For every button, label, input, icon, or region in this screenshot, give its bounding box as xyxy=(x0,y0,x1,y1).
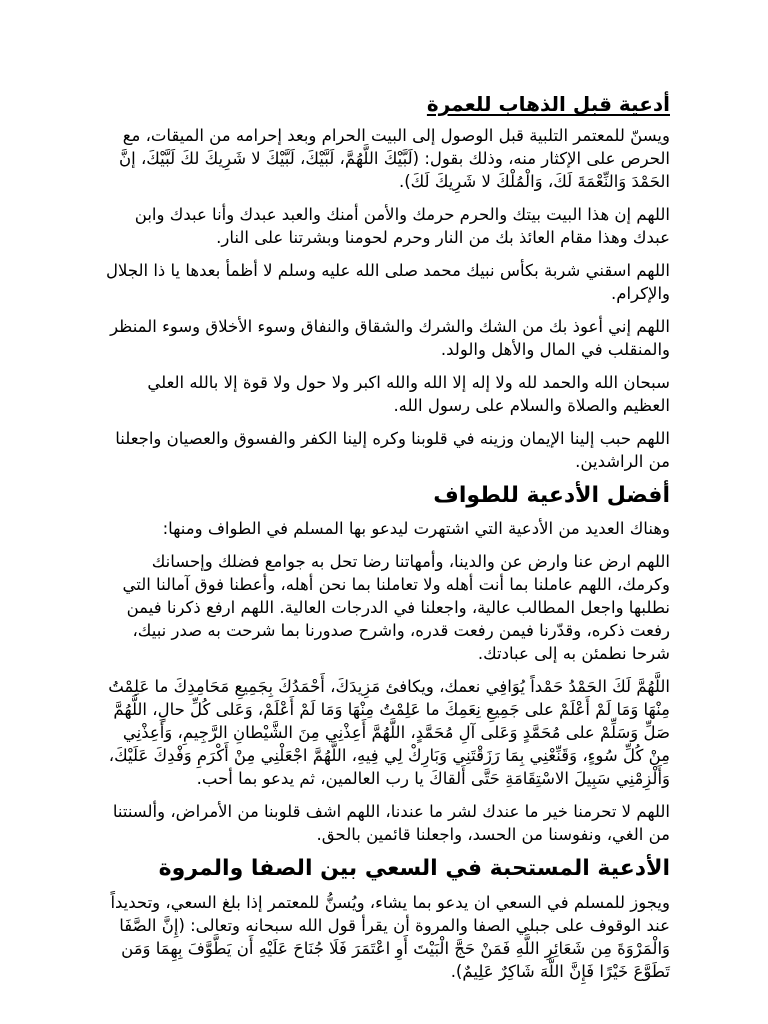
section-sai xyxy=(98,856,670,982)
section-heading: أفضل الأدعية للطواف xyxy=(433,483,670,508)
paragraph: سبحان الله والحمد لله ولا إله إلا الله والله اكبر ولا حول ولا قوة إلا بالله العلي العظيم والصلاة والسلام على رسول الله. xyxy=(147,373,670,415)
paragraph: وهناك العديد من الأدعية التي اشتهرت ليدعو بها المسلم في الطواف ومنها: xyxy=(162,519,670,539)
paragraph: ويجوز للمسلم في السعي ان يدعو بما يشاء، ويُسنُّ للمعتمر إذا بلغ السعي، وتحديداً عند الوقوف على جبلي الصفا والمروة أن يقرأ قول الله سبحانه وتعالى: (إِنَّ الصَّفَا وَالْمَرْوَةَ مِن شَعَائِرِ اللَّهِ فَمَنْ حَجَّ الْبَيْتَ أَوِ اعْتَمَرَ فَلَا جُنَاحَ عَلَيْهِ أَن يَطَّوَّفَ بِهِمَا وَمَن تَطَوَّعَ خَيْرًا فَإِنَّ اللَّهَ شَاكِرٌ عَلِيمٌ). xyxy=(110,892,670,981)
paragraph: اللهم ارض عنا وارض عن والدينا، وأمهاتنا رضا تحل به جوامع فضلك وإحسانك وكرمك، اللهم عاملنا بما أنت أهله ولا تعاملنا بما نحن أهله، وأعطنا فوق آمالنا التي نطلبها واجعل المطالب عالية، واجعلنا في الدرجات العالية. اللهم ارفع ذكرنا فيمن رفعت ذكره، وقدّرنا فيمن رفعت قدره، واشرح صدورنا بما شرحت به صدر نبيك، شرحا نطمئن به إلى عبادتك. xyxy=(122,552,670,664)
section-tawaf xyxy=(98,483,670,846)
paragraph: اللهم اسقني شربة بكأس نبيك محمد صلى الله عليه وسلم لا أظمأ بعدها يا ذا الجلال والإكرام. xyxy=(105,261,670,303)
paragraph: اللهم إن هذا البيت بيتك والحرم حرمك والأمن أمنك والعبد عبدك وأنا عبدك وابن عبدك وهذا مقام العائذ بك من النار وحرم لحومنا وبشرتنا على النار. xyxy=(134,205,670,247)
section-before-umrah xyxy=(98,92,670,473)
paragraph: ويسنّ للمعتمر التلبية قبل الوصول إلى البيت الحرام وبعد إحرامه من الميقات، مع الحرص على الإكثار منه، وذلك بقول: (لَبَّيْكَ اللَّهُمَّ، لَبَّيْكَ، لَبَّيْكَ لا شَرِيكَ لكَ لَبَّيْكَ، إنَّ الحَمْدَ وَالنِّعْمَةَ لَكَ، وَالْمُلْكَ لا شَرِيكَ لَكَ). xyxy=(119,126,670,191)
section-heading: أدعية قبل الذهاب للعمرة xyxy=(426,92,670,116)
section-heading: الأدعية المستحبة في السعي بين الصفا والمروة xyxy=(158,856,670,882)
paragraph: اللهم لا تحرمنا خير ما عندك لشر ما عندنا، اللهم اشف قلوبنا من الأمراض، وألسنتنا من الغي، ونفوسنا من الحسد، واجعلنا قائمين بالحق. xyxy=(112,802,670,845)
paragraph: اللهم إني أعوذ بك من الشك والشرك والشقاق والنفاق وسوء الأخلاق وسوء المنظر والمنقلب في المال والأهل والولد. xyxy=(110,317,670,359)
paragraph: اللَّهُمَّ لَكَ الحَمْدُ حَمْداً يُوَافِي نعمك، ويكافئ مَزِيدَكَ، أَحْمَدُكَ بِجَمِيعِ مَحَامِدِكَ ما عَلِمْتُ مِنْهَا وَمَا لَمْ أَعْلَمْ على جَمِيعِ نِعَمِكَ ما عَلِمْتُ مِنْهَا وَمَا لَمْ أَعْلَمْ، وَعَلى كُلِّ حالٍ، اللَّهُمَّ صَلِّ وَسَلِّمْ على مُحَمَّدٍ وَعَلى آلِ مُحَمَّدٍ، اللَّهُمَّ أَعِذْنِي مِنَ الشَّيْطانِ الرَّجِيمِ، وَأَعِذْنِي مِنْ كُلِّ سُوءٍ، وَقَنِّعْنِي بِمَا رَزَقْتَنِي وَبَارِكْ لِي فِيهِ، اللَّهُمَّ اجْعَلْنِي مِنْ أَكْرَمِ وَفْدِكَ عَلَيْكَ، وَأَلْزِمْنِي سَبِيلَ الاسْتِقَامَةِ حَتَّى أَلقاكَ يا رب العالمين، ثم يدعو بما أحب. xyxy=(108,677,670,789)
paragraph: اللهم حبب إلينا الإيمان وزينه في قلوبنا وكره إلينا الكفر والفسوق والعصيان واجعلنا من الراشدين. xyxy=(115,429,670,471)
